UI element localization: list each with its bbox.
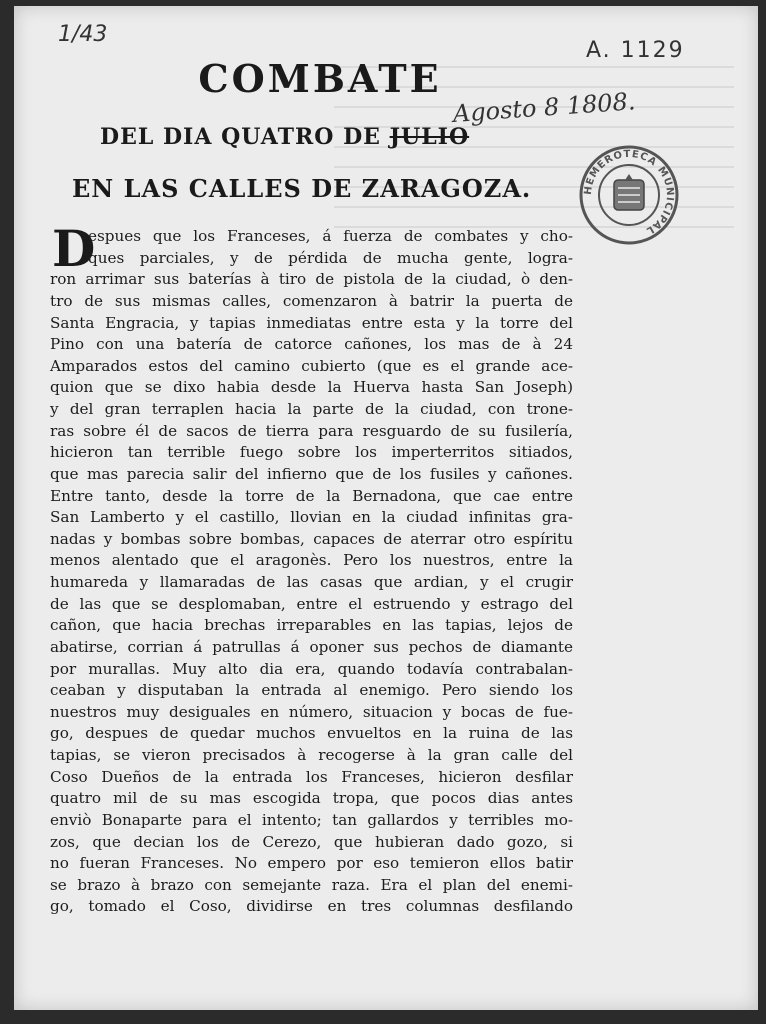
shelfmark-annotation: A. 1129 <box>586 38 685 63</box>
text-line: tapias, se vieron precisados à recogerse à la gran calle del <box>50 746 573 764</box>
text-line: Amparados estos del camino cubierto (que es el grande ace- <box>50 356 573 375</box>
text-line: de las que se desplomaban, entre el estruendo y estrago del <box>50 594 573 613</box>
text-line: ques parciales, y de pérdida de mucha gente, logra- <box>88 248 573 267</box>
document-title: COMBATE <box>198 56 442 101</box>
text-line: quatro mil de su mas escogida tropa, que pocos dias antes <box>50 789 573 808</box>
text-line: se brazo à brazo con semejante raza. Era el plan del enemi- <box>50 875 573 894</box>
text-line: cañon, que hacia brechas irreparables en las tapias, lejos de <box>50 616 573 635</box>
text-line: quion que se dixo habia desde la Huerva hasta San Joseph) <box>50 378 573 397</box>
text-line: y del gran terraplen hacia la parte de la ciudad, con trone- <box>50 400 573 418</box>
text-line: ron arrimar sus baterías à tiro de pistola de la ciudad, ò den- <box>50 270 573 289</box>
text-line: menos alentado que el aragonès. Pero los nuestros, entre la <box>50 551 573 570</box>
text-line: abatirse, corrian á patrullas á oponer sus pechos de diamante <box>50 637 573 656</box>
text-line: zos, que decian los de Cerezo, que hubieran dado gozo, si <box>50 832 573 851</box>
text-line: go, despues de quedar muchos envueltos en la ruina de las <box>50 724 573 743</box>
text-line: tro de sus mismas calles, comenzaron à batrir la puerta de <box>50 291 573 310</box>
stamp-ring-text: HEMEROTECA MUNICIPAL <box>582 148 676 237</box>
text-line: enviò Bonaparte para el intento; tan gallardos y terribles mo- <box>50 810 573 829</box>
folio-annotation: 1/43 <box>58 22 108 47</box>
text-line: nuestros muy desiguales en número, situacion y bocas de fue- <box>50 702 573 721</box>
document-subtitle-location: EN LAS CALLES DE ZARAGOZA. <box>72 174 532 203</box>
text-line: San Lamberto y el castillo, llovian en la ciudad infinitas gra- <box>50 508 573 527</box>
text-line: Pino con una batería de catorce cañones, los mas de à 24 <box>50 335 573 354</box>
text-line: por murallas. Muy alto dia era, quando todavía contrabalan- <box>50 659 573 678</box>
subtitle-prefix: DEL DIA QUATRO DE <box>100 124 381 150</box>
handwritten-date-annotation: Agosto 8 1808. <box>452 87 637 128</box>
text-line: espues que los Franceses, á fuerza de combates y cho- <box>88 227 573 245</box>
text-line: Santa Engracia, y tapias inmediatas entre esta y la torre del <box>50 313 573 332</box>
text-line: Entre tanto, desde la torre de la Bernadona, que cae entre <box>50 486 573 505</box>
library-stamp-icon <box>578 144 680 246</box>
text-line: hicieron tan terrible fuego sobre los imperterritos sitiados, <box>50 443 573 462</box>
text-line: nadas y bombas sobre bombas, capaces de aterrar otro espíritu <box>50 529 573 548</box>
text-line: go, tomado el Coso, dividirse en tres columnas desfilando <box>50 897 573 916</box>
text-line: que mas parecia salir del infierno que de los fusiles y cañones. <box>50 464 573 483</box>
text-line: Coso Dueños de la entrada los Franceses, hicieron desfilar <box>50 767 573 786</box>
document-subtitle <box>100 124 469 150</box>
body-text <box>50 219 573 918</box>
text-line: ceaban y disputaban la entrada al enemigo. Pero siendo los <box>50 681 573 700</box>
text-line: humareda y llamaradas de las casas que ardian, y el crugir <box>50 573 573 591</box>
subtitle-struck-word: JULIO <box>389 124 470 150</box>
text-line: no fueran Franceses. No empero por eso temieron ellos batir <box>50 854 573 873</box>
text-line: ras sobre él de sacos de tierra para resguardo de su fusilería, <box>50 421 573 440</box>
drop-capital: D <box>52 219 96 278</box>
